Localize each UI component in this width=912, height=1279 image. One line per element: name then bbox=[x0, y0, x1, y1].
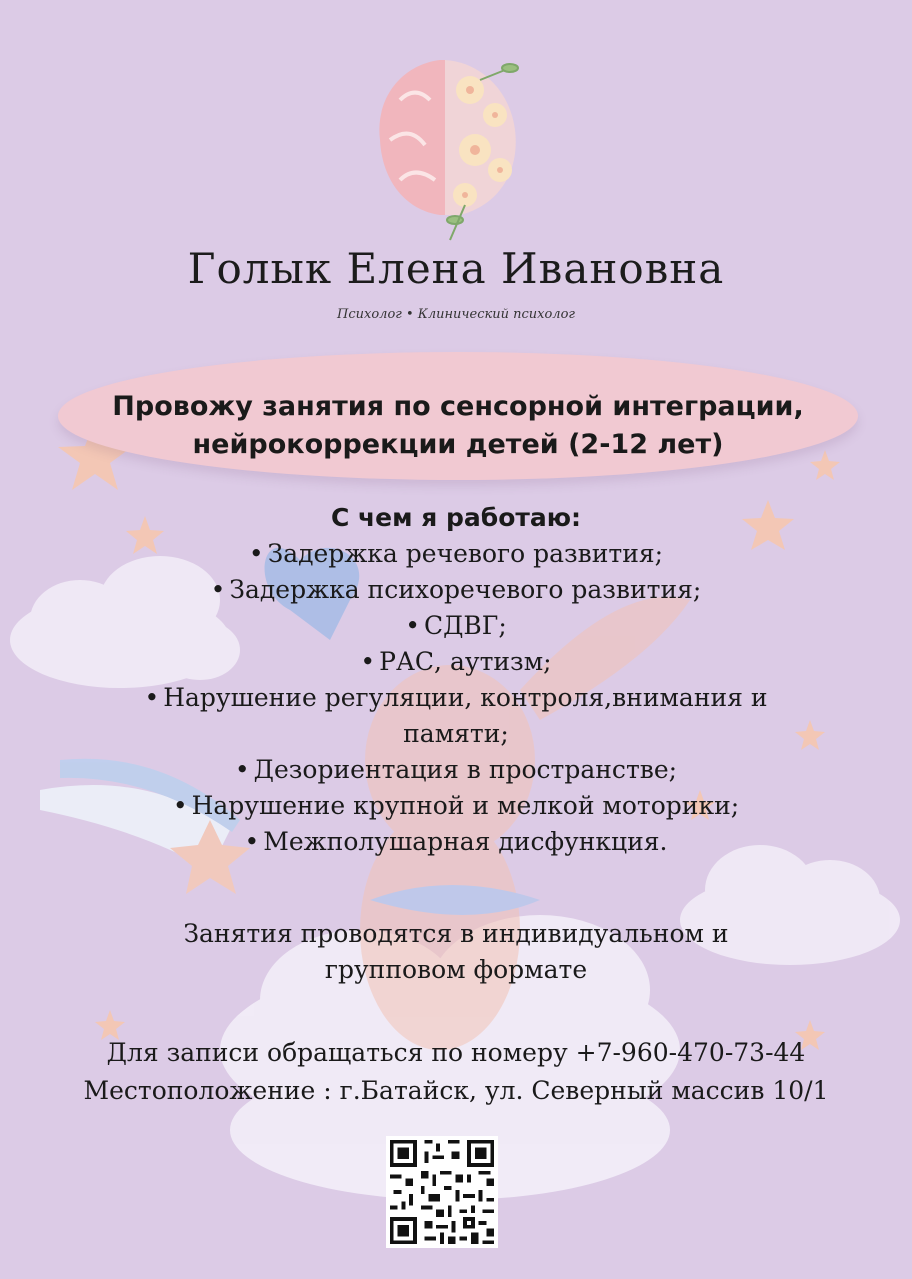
format-line-1: Занятия проводятся в индивидуальном и bbox=[183, 919, 729, 948]
headline-line-2: нейрокоррекции детей (2-12 лет) bbox=[192, 429, 724, 460]
brain-flower-logo bbox=[370, 40, 530, 250]
format-line-2: групповом формате bbox=[324, 955, 588, 984]
list-item: • Нарушение крупной и мелкой моторики; bbox=[90, 788, 822, 824]
list-item: • РАС, аутизм; bbox=[90, 644, 822, 680]
phone-line: Для записи обращаться по номеру +7-960-470-73-44 bbox=[106, 1038, 806, 1067]
session-format bbox=[0, 916, 912, 988]
psychologist-title: Психолог • Клинический психолог bbox=[337, 307, 575, 322]
list-item: • Задержка речевого развития; bbox=[90, 536, 822, 572]
list-item: • СДВГ; bbox=[90, 608, 822, 644]
list-item: • Межполушарная дисфункция. bbox=[90, 824, 822, 860]
psychologist-name: Голык Елена Ивановна bbox=[187, 244, 725, 293]
headline-line-1: Провожу занятия по сенсорной интеграции, bbox=[112, 391, 804, 422]
location-line: Местоположение : г.Батайск, ул. Северный массив 10/1 bbox=[83, 1076, 829, 1105]
list-item: • Задержка психоречевого развития; bbox=[90, 572, 822, 608]
list-item: • Нарушение регуляции, контроля,внимания и памяти; bbox=[90, 680, 822, 752]
contacts bbox=[0, 1034, 912, 1110]
list-item: • Дезориентация в пространстве; bbox=[90, 752, 822, 788]
qr-code-icon[interactable] bbox=[386, 1136, 498, 1248]
headline bbox=[60, 388, 856, 464]
works-list bbox=[90, 536, 822, 860]
works-title: С чем я работаю: bbox=[330, 503, 582, 532]
